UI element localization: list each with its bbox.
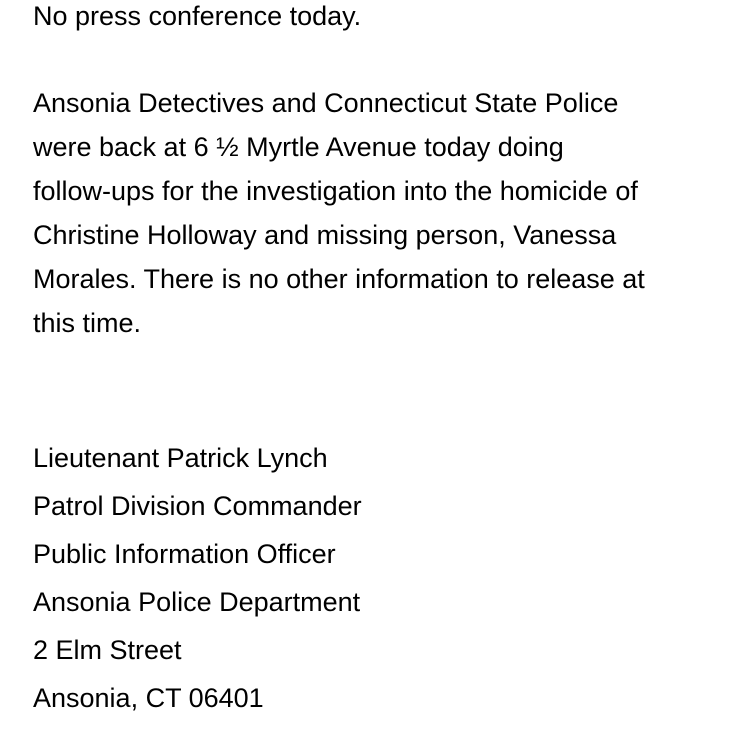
body-line-2: were back at 6 ½ Myrtle Avenue today doing xyxy=(33,132,564,162)
signature-name: Lieutenant Patrick Lynch xyxy=(33,443,328,473)
body-line-3: follow-ups for the investigation into the homicide of xyxy=(33,176,638,206)
signature-title: Patrol Division Commander xyxy=(33,491,362,521)
signature-street: 2 Elm Street xyxy=(33,635,182,665)
signature-role: Public Information Officer xyxy=(33,539,336,569)
body-line-5: Morales. There is no other information to release at xyxy=(33,264,645,294)
body-line-6: this time. xyxy=(33,308,142,338)
signature-city: Ansonia, CT 06401 xyxy=(33,683,264,713)
body-line-4: Christine Holloway and missing person, Vanessa xyxy=(33,220,617,250)
body-line-1: Ansonia Detectives and Connecticut State Police xyxy=(33,88,619,118)
intro-line: No press conference today. xyxy=(33,1,362,31)
signature-department: Ansonia Police Department xyxy=(33,587,361,617)
